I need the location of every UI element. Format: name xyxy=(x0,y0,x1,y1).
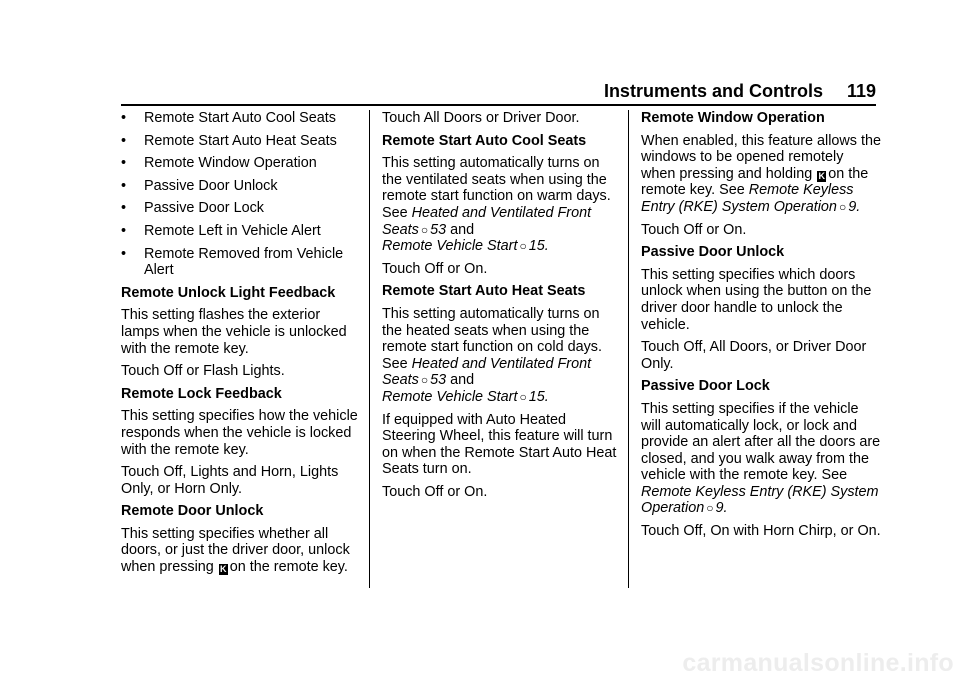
section-heading: Remote Lock Feedback xyxy=(121,385,282,402)
paragraph-text: This setting specifies whether all doors, or just the driver door, unlock when pressing xyxy=(121,525,350,576)
cross-reference-page[interactable]: 9 xyxy=(715,500,724,517)
remote-key-unlock-icon: K xyxy=(220,564,227,575)
list-item: • Remote Left in Vehicle Alert xyxy=(121,223,361,240)
cross-reference-link[interactable]: Remote Keyless Entry (RKE) System Operation xyxy=(641,483,879,517)
cross-reference-link[interactable]: Remote Vehicle Start xyxy=(382,388,518,405)
options-text: Touch Off or On. xyxy=(382,483,488,500)
cross-reference-link[interactable]: Remote Vehicle Start xyxy=(382,238,518,255)
column-1 xyxy=(121,110,361,582)
section-title: Instruments and Controls xyxy=(603,81,823,101)
paragraph-text: When enabled, this feature allows the windows to be opened remotely when pressing and holding xyxy=(641,132,881,182)
column-divider-2 xyxy=(628,110,629,588)
list-item: • Remote Window Operation xyxy=(121,155,361,172)
paragraph-text: and xyxy=(450,372,475,389)
page-reference-icon: ○ xyxy=(420,222,429,237)
paragraph xyxy=(121,526,361,576)
paragraph: If equipped with Auto Heated Steering Wheel, this feature will turn on when the Remote Start Auto Heat Seats turn on. xyxy=(382,411,617,478)
paragraph: This setting specifies how the vehicle responds when the vehicle is locked with the remote key. xyxy=(121,408,358,458)
list-item: • Remote Start Auto Heat Seats xyxy=(121,133,361,150)
options-text: Touch Off or On. xyxy=(382,260,488,277)
page-reference-icon: ○ xyxy=(838,199,847,214)
options-text: Touch Off, Lights and Horn, Lights Only, or Horn Only. xyxy=(121,464,339,497)
settings-bullet-list xyxy=(121,110,361,279)
list-item: • Passive Door Unlock xyxy=(121,178,361,195)
header-rule xyxy=(121,104,876,106)
section-heading: Remote Start Auto Cool Seats xyxy=(382,132,587,149)
section-heading: Passive Door Unlock xyxy=(641,244,785,261)
cross-reference-link[interactable]: Heated and Ventilated Front Seats xyxy=(382,355,592,389)
section-heading: Passive Door Lock xyxy=(641,378,770,395)
watermark: carmanualsonline.info xyxy=(682,649,954,677)
paragraph-text: This setting specifies if the vehicle will automatically lock, or lock and provide an alert after all the doors are closed, and you walk away from the vehicle with the remote key. See xyxy=(641,400,881,484)
section-heading: Remote Start Auto Heat Seats xyxy=(382,283,586,300)
list-item: • Passive Door Lock xyxy=(121,200,361,217)
page-reference-icon: ○ xyxy=(519,239,527,254)
page-reference-icon: ○ xyxy=(706,501,714,516)
column-divider-1 xyxy=(369,110,370,588)
paragraph-text: This setting automatically turns on the ventilated seats when using the remote start function on warm days. See xyxy=(382,155,611,221)
cross-reference-page[interactable]: 53 xyxy=(430,372,447,389)
paragraph-text: on the remote key. See xyxy=(641,165,869,199)
page-reference-icon: ○ xyxy=(420,373,429,388)
paragraph-text: This setting automatically turns on the heated seats when using the remote start function on cold days. See xyxy=(382,305,602,372)
options-text: Touch Off, All Doors, or Driver Door Only. xyxy=(641,339,867,372)
cross-reference-page[interactable]: 15 xyxy=(528,388,545,405)
options-text: Touch Off or Flash Lights. xyxy=(121,363,285,380)
paragraph: This setting flashes the exterior lamps when the vehicle is unlocked with the remote key. xyxy=(121,307,347,357)
paragraph-text: and xyxy=(450,221,475,238)
section-heading: Remote Window Operation xyxy=(641,110,825,126)
paragraph: This setting specifies which doors unlock when using the button on the driver door handle to unlock the vehicle. xyxy=(641,266,872,333)
cross-reference-link[interactable]: Heated and Ventilated Front Seats xyxy=(382,204,592,238)
options-text: Touch Off, On with Horn Chirp, or On. xyxy=(641,523,881,540)
options-text: Touch All Doors or Driver Door. xyxy=(382,110,580,126)
cross-reference-page[interactable]: 15 xyxy=(528,238,545,255)
paragraph: When enabled, this feature allows the windows to be opened remotely when pressing and holding K on the remote key. See Remote Keyless Entry (RKE) System Operation ○ 9. xyxy=(641,132,881,215)
column-3 xyxy=(641,110,881,546)
paragraph: This setting specifies if the vehicle will automatically lock, or lock and provide an alert after all the doors are closed, and you walk away from the vehicle with the remote key. See Remote Keyless Entry (RKE) System Operation ○ 9. xyxy=(641,400,881,517)
page-number: 119 xyxy=(846,81,876,101)
list-item: • Remote Start Auto Cool Seats xyxy=(121,110,361,127)
page-reference-icon: ○ xyxy=(519,389,527,404)
section-heading: Remote Door Unlock xyxy=(121,503,264,520)
paragraph-text: on the remote key. xyxy=(229,559,348,576)
column-2 xyxy=(382,110,622,506)
cross-reference-page[interactable]: 9 xyxy=(848,198,857,215)
options-text: Touch Off or On. xyxy=(641,221,747,238)
cross-reference-link[interactable]: Remote Keyless Entry (RKE) System Operation xyxy=(641,182,854,215)
paragraph: This setting automatically turns on the ventilated seats when using the remote start function on warm days. See Heated and Ventilated Front Seats ○ 53 and Remote Vehicle Start ○ 15. xyxy=(382,155,611,255)
remote-key-window-icon: K xyxy=(818,170,825,181)
cross-reference-page[interactable]: 53 xyxy=(430,221,447,238)
page-header xyxy=(604,81,876,102)
section-heading: Remote Unlock Light Feedback xyxy=(121,284,336,301)
paragraph: This setting automatically turns on the heated seats when using the remote start function on cold days. See Heated and Ventilated Front Seats ○ 53 and Remote Vehicle Start ○ 15. xyxy=(382,305,602,405)
list-item: • Remote Removed from Vehicle Alert xyxy=(121,246,361,279)
